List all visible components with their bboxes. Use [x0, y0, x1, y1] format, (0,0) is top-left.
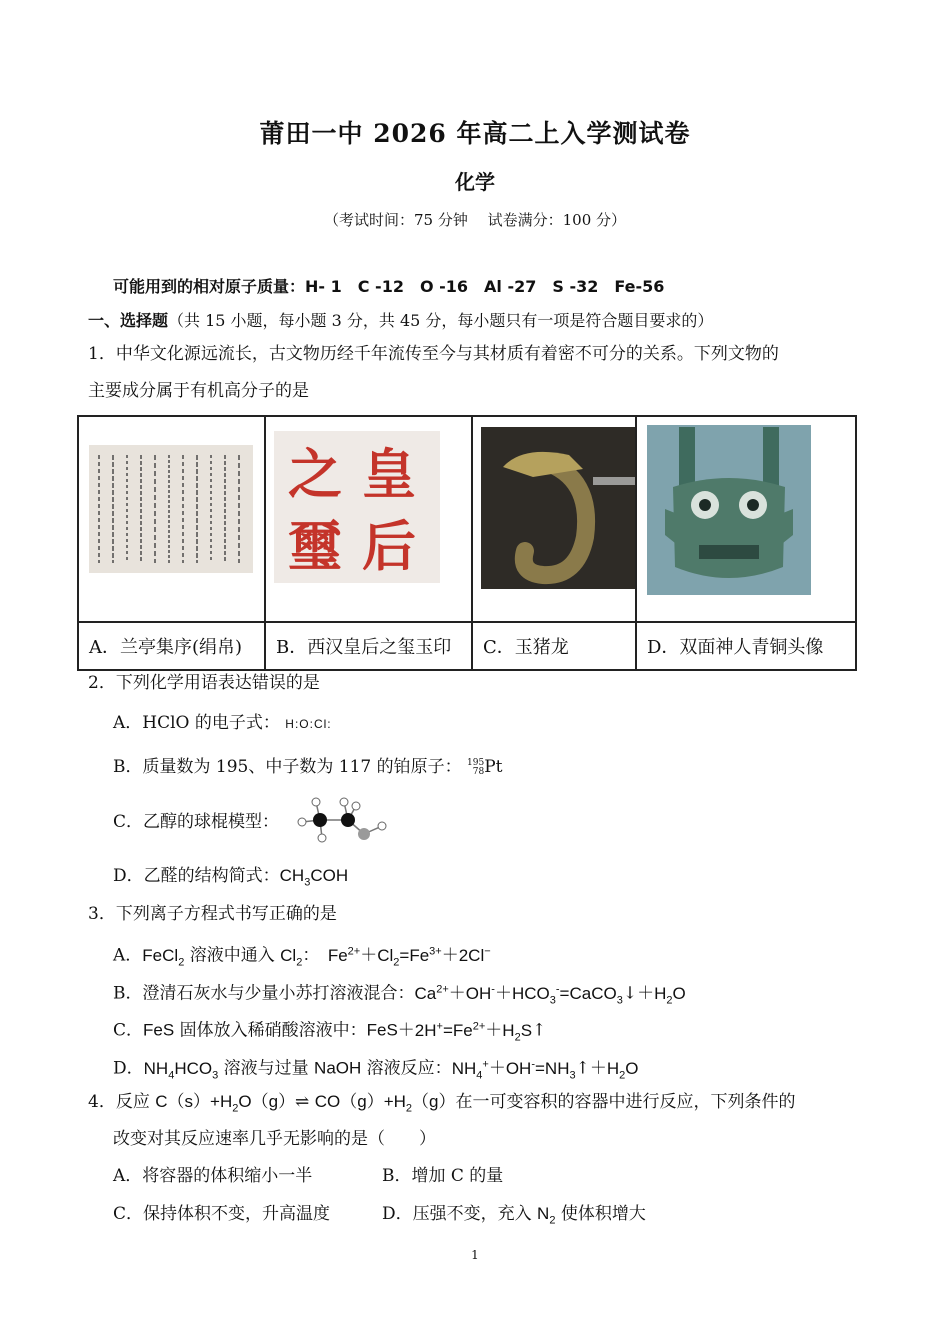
- section-title: 一、选择题: [88, 311, 169, 330]
- pt-symbol: Pt: [484, 757, 503, 777]
- calligraphy-image: [79, 417, 264, 617]
- q1-option-b: B．西汉皇后之玺玉印: [265, 622, 472, 670]
- q4-line2: 改变对其反应速率几乎无影响的是（ ）: [113, 1129, 436, 1149]
- q2-option-b: [113, 755, 502, 779]
- q1-option-a: A．兰亭集序(绢帛): [78, 622, 265, 670]
- bronze-mask-image: [637, 417, 855, 617]
- pt-atomic-number: 78: [472, 766, 485, 777]
- q2-a-text: A．HClO 的电子式：: [113, 713, 280, 733]
- hclo-electron-formula: H:O:Cl:: [285, 717, 332, 731]
- jade-seal-image: [266, 417, 471, 617]
- q2-c-text: C．乙醇的球棍模型：: [113, 812, 280, 832]
- seal-char-2: 后: [362, 514, 416, 578]
- exam-info: （考试时间：75 分钟 试卷满分：100 分）: [323, 211, 627, 229]
- q1-cell-d-image: [636, 416, 856, 622]
- ethanol-ball-stick-model: [292, 794, 392, 846]
- seal-char-1: 皇: [362, 442, 416, 506]
- q4-option-a: A．将容器的体积缩小一半: [113, 1166, 313, 1186]
- subject-title: 化学: [455, 170, 495, 194]
- q3-option-d: D．$NH_4HCO_3$ 溶液与过量 NaOH 溶液反应：$NH_4^++OH^-=NH_3↑+H_2O$: [113, 1058, 639, 1082]
- q1-option-d: D．双面神人青铜头像: [636, 622, 856, 670]
- q2-b-text: B．质量数为 195、中子数为 117 的铂原子：: [113, 757, 462, 777]
- q2-option-c: [113, 810, 279, 834]
- q1-cell-a-image: [78, 416, 265, 622]
- q3-stem: 3．下列离子方程式书写正确的是: [88, 904, 337, 924]
- page-number: 1: [471, 1248, 479, 1262]
- q4-option-b: B．增加 C 的量: [382, 1166, 504, 1186]
- q1-cell-b-image: [265, 416, 472, 622]
- q4-option-c: C．保持体积不变，升高温度: [113, 1204, 331, 1224]
- q3-option-b: B．澄清石灰水与少量小苏打溶液混合：$Ca^{2+}+OH^-+HCO_3^-=CaCO_3↓+H_2O$: [113, 983, 686, 1007]
- q4-option-d: D．压强不变，充入 $N_2$ 使体积增大: [382, 1204, 646, 1227]
- q2-option-d: [113, 864, 348, 894]
- q1-option-c: C．玉猪龙: [472, 622, 636, 670]
- section-note: （共 15 小题，每小题 3 分，共 45 分，每小题只有一项是符合题目要求的）: [168, 311, 714, 330]
- q1-cell-c-image: [472, 416, 636, 622]
- q1-line1: 1．中华文化源远流长，古文物历经千年流传至今与其材质有着密不可分的关系。下列文物的: [88, 344, 779, 364]
- q3-option-a: A．FeCl$_2$ 溶液中通入 $Cl_2$： $Fe^{2+}+Cl_2=Fe^{3+}+2Cl^-$: [113, 945, 491, 969]
- atomic-masses: 可能用到的相对原子质量：H- 1 C -12 O -16 Al -27 S -32 Fe-56: [113, 277, 665, 296]
- q1-line2: 主要成分属于有机高分子的是: [88, 381, 309, 401]
- q2-option-a: [113, 711, 332, 736]
- section-heading: [88, 308, 713, 331]
- seal-char-4: 璽: [288, 514, 342, 578]
- q2-stem: 2．下列化学用语表达错误的是: [88, 673, 320, 693]
- acetaldehyde-formula: $CH_3COH$: [279, 866, 349, 889]
- q3-option-c: C．FeS 固体放入稀硝酸溶液中：$FeS+2H^+=Fe^{2+}+H_2S↑$: [113, 1020, 547, 1044]
- q4-line1: 4．反应 $C(s)+H_2O(g)\rightleftharpoons$ $CO(g)+H_2(g)$在一可变容积的容器中进行反应，下列条件的: [88, 1092, 796, 1115]
- q2-d-text: D．乙醛的结构简式：: [113, 866, 280, 886]
- page-title: 莆田一中 2026 年高二上入学测试卷: [259, 119, 691, 148]
- seal-char-3: 之: [288, 442, 342, 506]
- jade-pig-dragon-image: [473, 417, 635, 617]
- q1-image-table: [77, 415, 857, 671]
- pt-mass-number: 195: [467, 757, 485, 768]
